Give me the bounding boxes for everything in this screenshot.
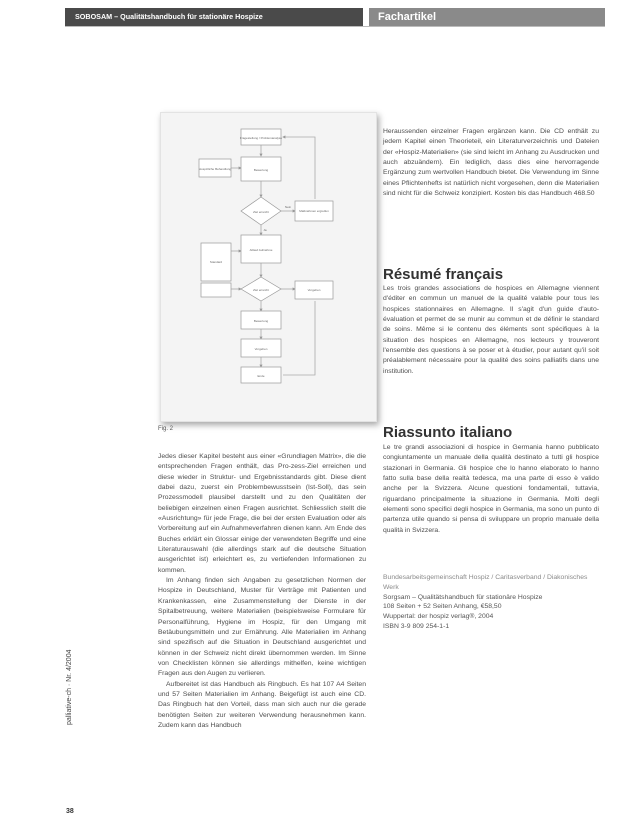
paragraph: Im Anhang finden sich Angaben zu gesetzlichen Normen der Hospize in Deutschland, Muster für Verträge mit Patienten und Krankenkassen, eine Zusammenstellung der Dienste in der Spitalbetreuung, weitere Materialien (beispielsweise Formulare für Personalführung, Hygiene im Hospiz, für den Umgang mit Betäubungsmitteln und zur Ernährung. Alle Materialien im Anhang sind spezifisch auf die Situation in Deutschland ausgerichtet und können in der Schweiz nicht direkt übernommen werden. Im Sinne von Checklisten können sie allerdings mithelfen, keine wichtigen Fragen aus den Augen zu verlieren.: [158, 577, 366, 678]
flow-label: Hospizliche Behandlung: [198, 167, 232, 171]
flow-label: Vorgehen: [254, 347, 268, 351]
flow-label: Bewertung: [253, 319, 269, 323]
bib-title: Sorgsam – Qualitätshandbuch für stationäre Hospize: [383, 593, 543, 601]
bibliography: [383, 573, 599, 632]
flow-label: Ziel erreicht: [253, 210, 269, 214]
flow-label: Ablauf Aufnahme: [249, 248, 273, 252]
page-number: 38: [66, 808, 74, 815]
paragraph: Aufbereitet ist das Handbuch als Ringbuch. Es hat 107 A4 Seiten und 57 Seiten Materialien im Anhang. Beigefügt ist auch eine CD. Das Ringbuch hat den Vorteil, dass man sich auch nur die gerade benötigten Seiten zur weiteren Verwendung herausnehmen kann. Zudem kann das Handbuch: [158, 680, 366, 729]
flow-label: Ziel erreicht: [253, 288, 269, 292]
flow-label: Maßnahmen ergreifen: [299, 209, 329, 213]
running-header: SOBOSAM – Qualitätshandbuch für stationäre Hospize: [65, 8, 363, 26]
flow-label: Nein: [284, 205, 292, 209]
flow-label: Bewertung: [253, 168, 269, 172]
journal-issue: palliative-ch · Nr. 4/2004: [66, 649, 73, 725]
italian-summary-heading: Riassunto italiano: [383, 424, 513, 441]
header-divider: [65, 26, 605, 27]
flow-label: Standard: [209, 260, 223, 264]
flow-label: Ja: [263, 228, 267, 232]
vertical-journal-label: [66, 625, 78, 725]
section-label: Fachartikel: [369, 8, 605, 26]
flow-label: Fragestellung / Problemanalyse: [239, 136, 283, 140]
bib-authors: Bundesarbeitsgemeinschaft Hospiz / Caritasverband / Diakonisches Werk: [383, 574, 588, 591]
body-column-right-intro: [383, 127, 599, 199]
flow-label: Ende: [257, 374, 265, 378]
flowchart-figure: [160, 112, 377, 422]
bib-pages: 108 Seiten + 52 Seiten Anhang, €58,50: [383, 603, 502, 611]
flow-label: Vorgehen: [307, 288, 321, 292]
italian-summary: [383, 443, 599, 536]
figure-caption: Fig. 2: [158, 426, 174, 432]
body-column-left: [158, 452, 366, 731]
paragraph: Les trois grandes associations de hospices en Allemagne viennent d'éditer en commun un manuel de la qualité valable pour tous les hospices stationnaires en Allemagne. Il s'agit d'un guide d'auto-évaluation et permet de se munir au commun et de définir le standard de soins. Même si le contenu des éléments sont spécifiques à la situation des hospices en Allemagne, nos lecteurs y trouveront l'ensemble des questions à se poser et à étudier, pour autant qu'il soit préalablement nécessaire pour la qualité des soins palliatifs dans une institution.: [383, 285, 599, 375]
french-summary-heading: Résumé français: [383, 266, 504, 283]
french-summary: [383, 284, 599, 377]
bib-publisher: Wuppertal: der hospiz verlag®, 2004: [383, 613, 494, 621]
paragraph: Le tre grandi associazioni di hospice in Germania hanno pubblicato congiuntamente un manuale della qualità destinato a tutti gli hospice stazionari in Germania. Gli hospice che lo hanno elaborato lo hanno fatto sulla base della realtà tedesca, ma una parte di esso è valido anche per la Svizzera. Alcune questioni fondamentali, tuttavia, riguardano principalmente la situazione in Germania. Molti degli elementi sono specifici degli hospice in Germania, ma sono un punto di partenza utile quando si pensa di sviluppare un proprio manuale della qualità in Svizzera.: [383, 444, 599, 534]
bib-isbn: ISBN 3-9 809 254-1-1: [383, 622, 450, 630]
paragraph: Jedes dieser Kapitel besteht aus einer «Grundlagen Matrix», die die entsprechenden Fragen enthält, das Pro-zess-Ziel erreichen und diese wieder in Struktur- und Ergebnisstandards gibt. Diese dient dabei dazu, zuerst ein Problembewusstsein (Ist-Soll), das sein Prozessmodell plausibel darstellt und zu den Qualitäten der beliebigen einzelnen einen Fragen ausrichtet. Schliesslich stellt die «Ausrichtung» für jede Frage, die bei der ersten Evaluation oder als Vorbereitung auf ein Aufnahmeverfahren dienen kann. Am Ende des Buches erklärt ein Glossar einige der verwendeten Begriffe und eine Literaturauswahl (die allerdings stark auf die deutsche Situation ausgerichtet ist) erleichtert es, zu vertiefenden Informationen zu kommen.: [158, 453, 366, 574]
paragraph: Heraussenden einzelner Fragen ergänzen kann. Die CD enthält zu jedem Kapitel einen Theorieteil, ein Literaturverzeichnis und Dateien der «Hospiz-Materialien» (sie sind leicht im Anhang zu Ausdrucken und auch abzuändern). Ein lediglich, dass dies eine hervorragende Ergänzung zum wertvollen Handbuch bietet. Die Verwendung im Sinne eines Pflichtenhefts ist natürlich nicht vorgesehen, denn die Materialien sind nicht für die Schweiz konzipiert. Kosten bis das Handbuch 468.50: [383, 128, 599, 198]
